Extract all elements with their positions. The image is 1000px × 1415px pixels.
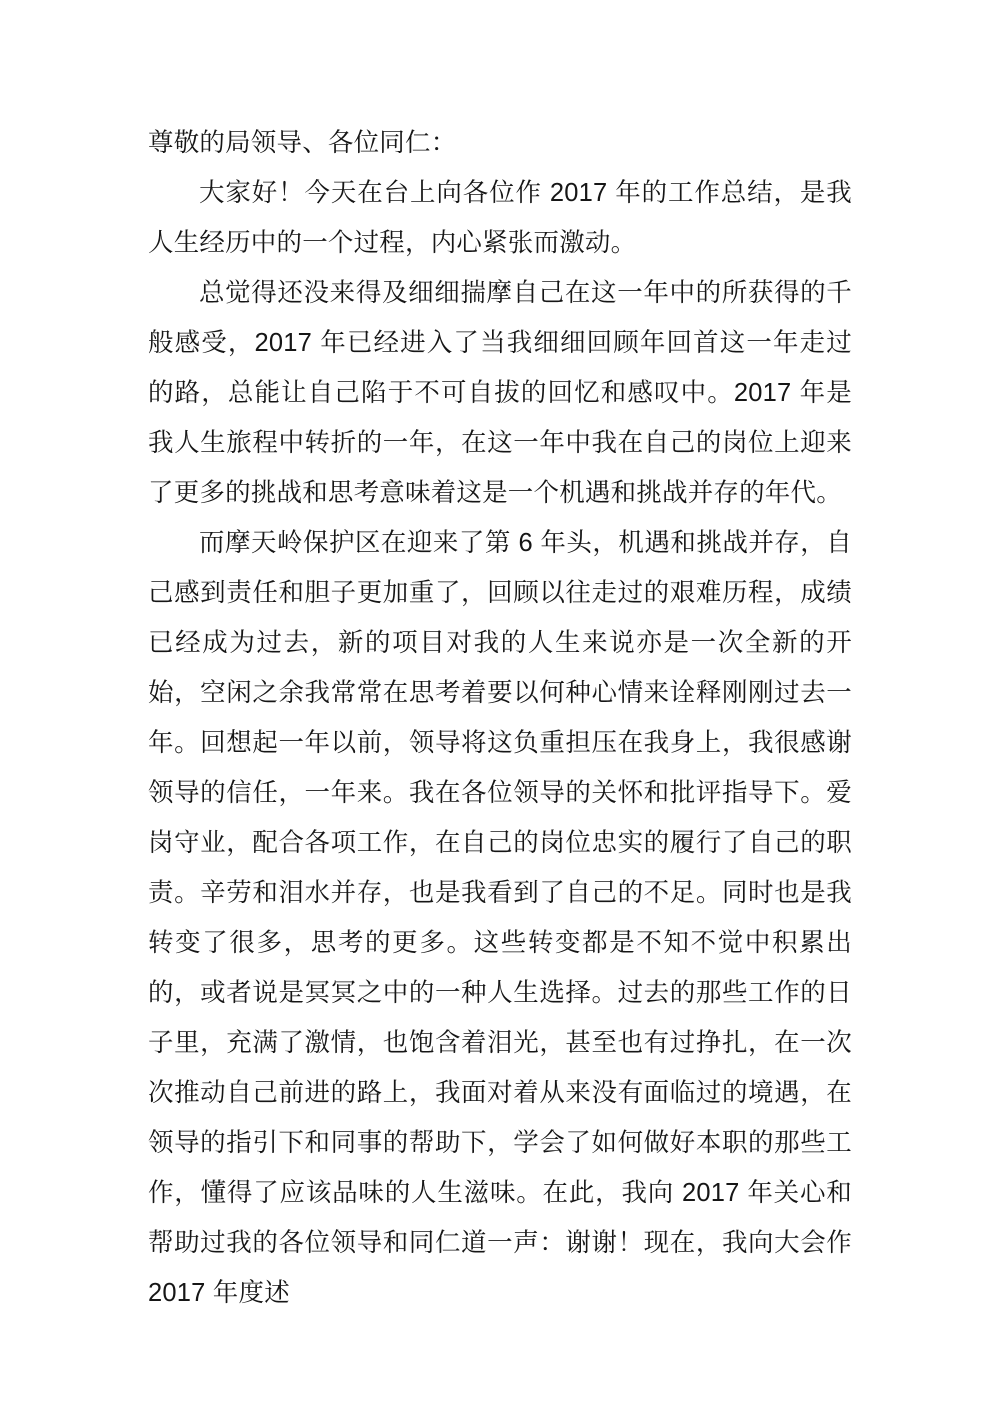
paragraph-salutation: 尊敬的局领导、各位同仁： (148, 129, 457, 157)
paragraph-reflection: 总觉得还没来得及细细揣摩自己在这一年中的所获得的千般感受，2017 年已经进入了当我细细回顾年回首这一年走过的路，总能让自己陷于不可自拔的回忆和感叹中。2017 年是我人生旅程中转折的一年，在这一年中我在自己的岗位上迎来了更多的挑战和思考意味着这是一个机遇和挑战并存的年代。 (148, 279, 852, 507)
paragraph-greeting: 大家好！今天在台上向各位作 2017 年的工作总结，是我人生经历中的一个过程，内心紧张而激动。 (148, 179, 852, 257)
paragraph-main-body: 而摩天岭保护区在迎来了第 6 年头，机遇和挑战并存，自己感到责任和胆子更加重了，回顾以往走过的艰难历程，成绩已经成为过去，新的项目对我的人生来说亦是一次全新的开始，空闲之余我常常在思考着要以何种心情来诠释刚刚过去一年。回想起一年以前，领导将这负重担压在我身上，我很感谢领导的信任，一年来。我在各位领导的关怀和批评指导下。爱岗守业，配合各项工作，在自己的岗位忠实的履行了自己的职责。辛劳和泪水并存，也是我看到了自己的不足。同时也是我转变了很多，思考的更多。这些转变都是不知不觉中积累出的，或者说是冥冥之中的一种人生选择。过去的那些工作的日子里，充满了激情，也饱含着泪光，甚至也有过挣扎，在一次次推动自己前进的路上，我面对着从来没有面临过的境遇，在领导的指引下和同事的帮助下，学会了如何做好本职的那些工作，懂得了应该品味的人生滋味。在此，我向 2017 年关心和帮助过我的各位领导和同仁道一声：谢谢！现在，我向大会作 2017 年度述 (148, 529, 860, 1307)
document-text-body (148, 118, 860, 1318)
